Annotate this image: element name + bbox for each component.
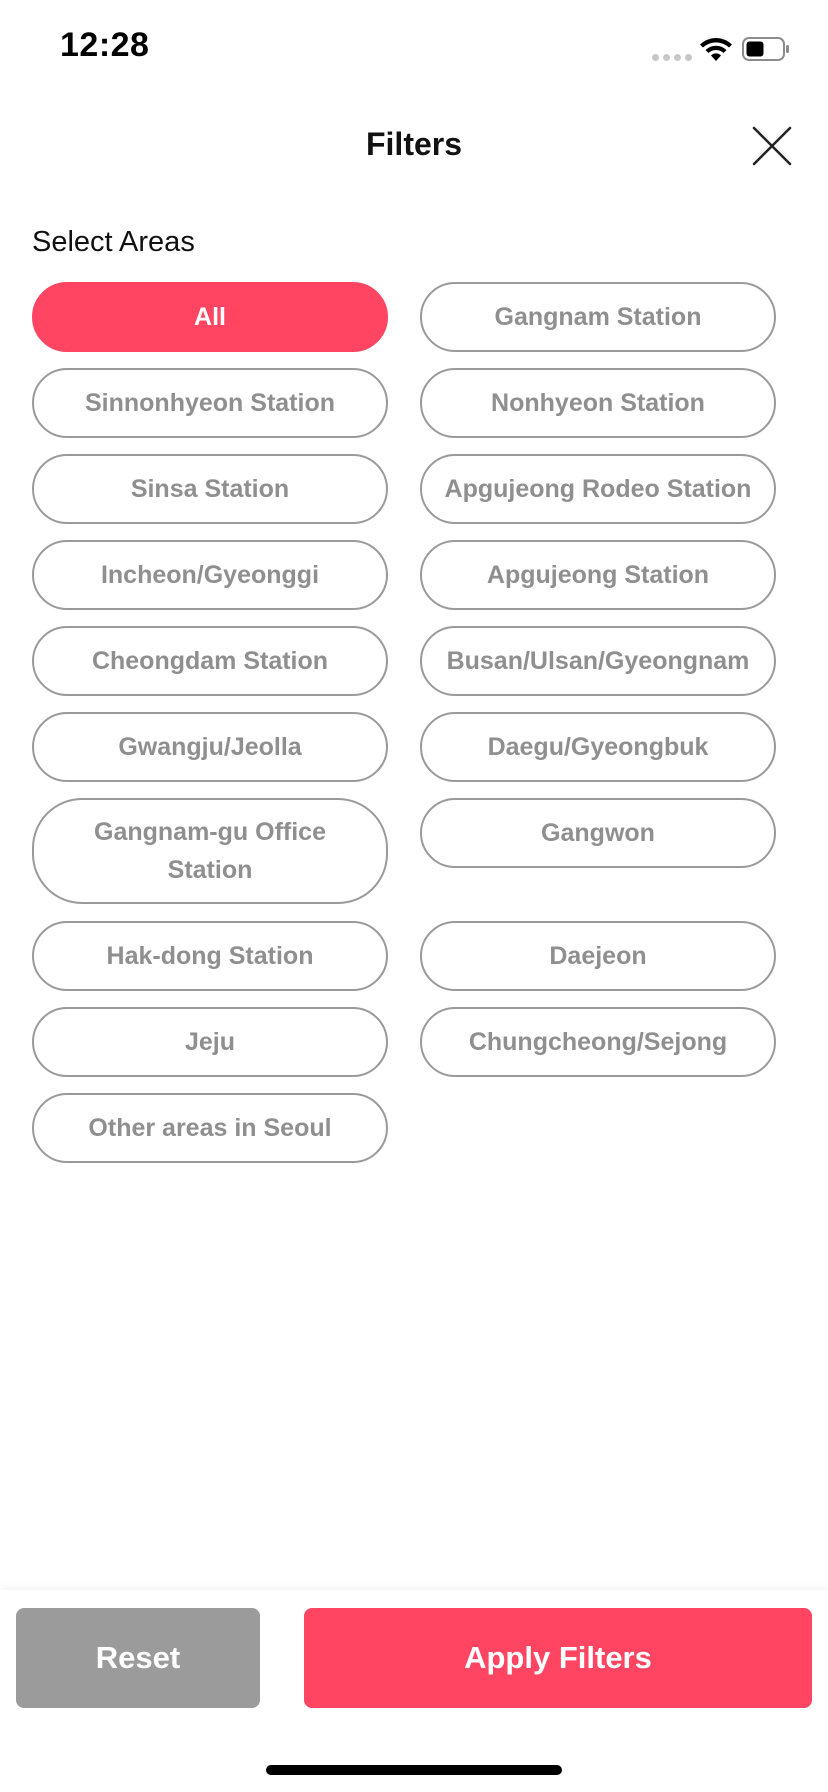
footer-action-bar xyxy=(0,1590,828,1792)
area-chip-busan-ulsan-gyeongnam[interactable]: Busan/Ulsan/Gyeongnam xyxy=(420,626,776,696)
page-title: Filters xyxy=(365,126,463,162)
header xyxy=(0,100,828,190)
area-chip-sinsa-station[interactable]: Sinsa Station xyxy=(32,454,388,524)
area-chip-gangwon[interactable]: Gangwon xyxy=(420,798,776,868)
status-time: 12:28 xyxy=(60,26,150,64)
reset-button[interactable]: Reset xyxy=(16,1608,260,1708)
cellular-signal-icon xyxy=(652,54,692,61)
area-chip-chungcheong-sejong[interactable]: Chungcheong/Sejong xyxy=(420,1007,776,1077)
area-chip-sinnonhyeon-station[interactable]: Sinnonhyeon Station xyxy=(32,368,388,438)
wifi-icon xyxy=(696,34,736,64)
area-chip-all[interactable]: All xyxy=(32,282,388,352)
close-button[interactable] xyxy=(748,122,796,170)
close-icon xyxy=(748,122,796,170)
section-title-select-areas: Select Areas xyxy=(32,226,195,258)
area-chip-gwangju-jeolla[interactable]: Gwangju/Jeolla xyxy=(32,712,388,782)
area-chip-gangnam-gu-office-station[interactable]: Gangnam-gu Office Station xyxy=(32,798,388,904)
area-chip-apgujeong-station[interactable]: Apgujeong Station xyxy=(420,540,776,610)
battery-icon xyxy=(742,36,790,62)
area-chip-other-areas-in-seoul[interactable]: Other areas in Seoul xyxy=(32,1093,388,1163)
home-indicator[interactable] xyxy=(266,1765,562,1775)
area-chip-daegu-gyeongbuk[interactable]: Daegu/Gyeongbuk xyxy=(420,712,776,782)
status-bar xyxy=(0,0,828,100)
apply-filters-button[interactable]: Apply Filters xyxy=(304,1608,812,1708)
area-chip-hak-dong-station[interactable]: Hak-dong Station xyxy=(32,921,388,991)
area-chip-gangnam-station[interactable]: Gangnam Station xyxy=(420,282,776,352)
area-chip-incheon-gyeonggi[interactable]: Incheon/Gyeonggi xyxy=(32,540,388,610)
area-chip-jeju[interactable]: Jeju xyxy=(32,1007,388,1077)
area-chip-nonhyeon-station[interactable]: Nonhyeon Station xyxy=(420,368,776,438)
area-chip-daejeon[interactable]: Daejeon xyxy=(420,921,776,991)
area-chip-apgujeong-rodeo-station[interactable]: Apgujeong Rodeo Station xyxy=(420,454,776,524)
area-chip-cheongdam-station[interactable]: Cheongdam Station xyxy=(32,626,388,696)
